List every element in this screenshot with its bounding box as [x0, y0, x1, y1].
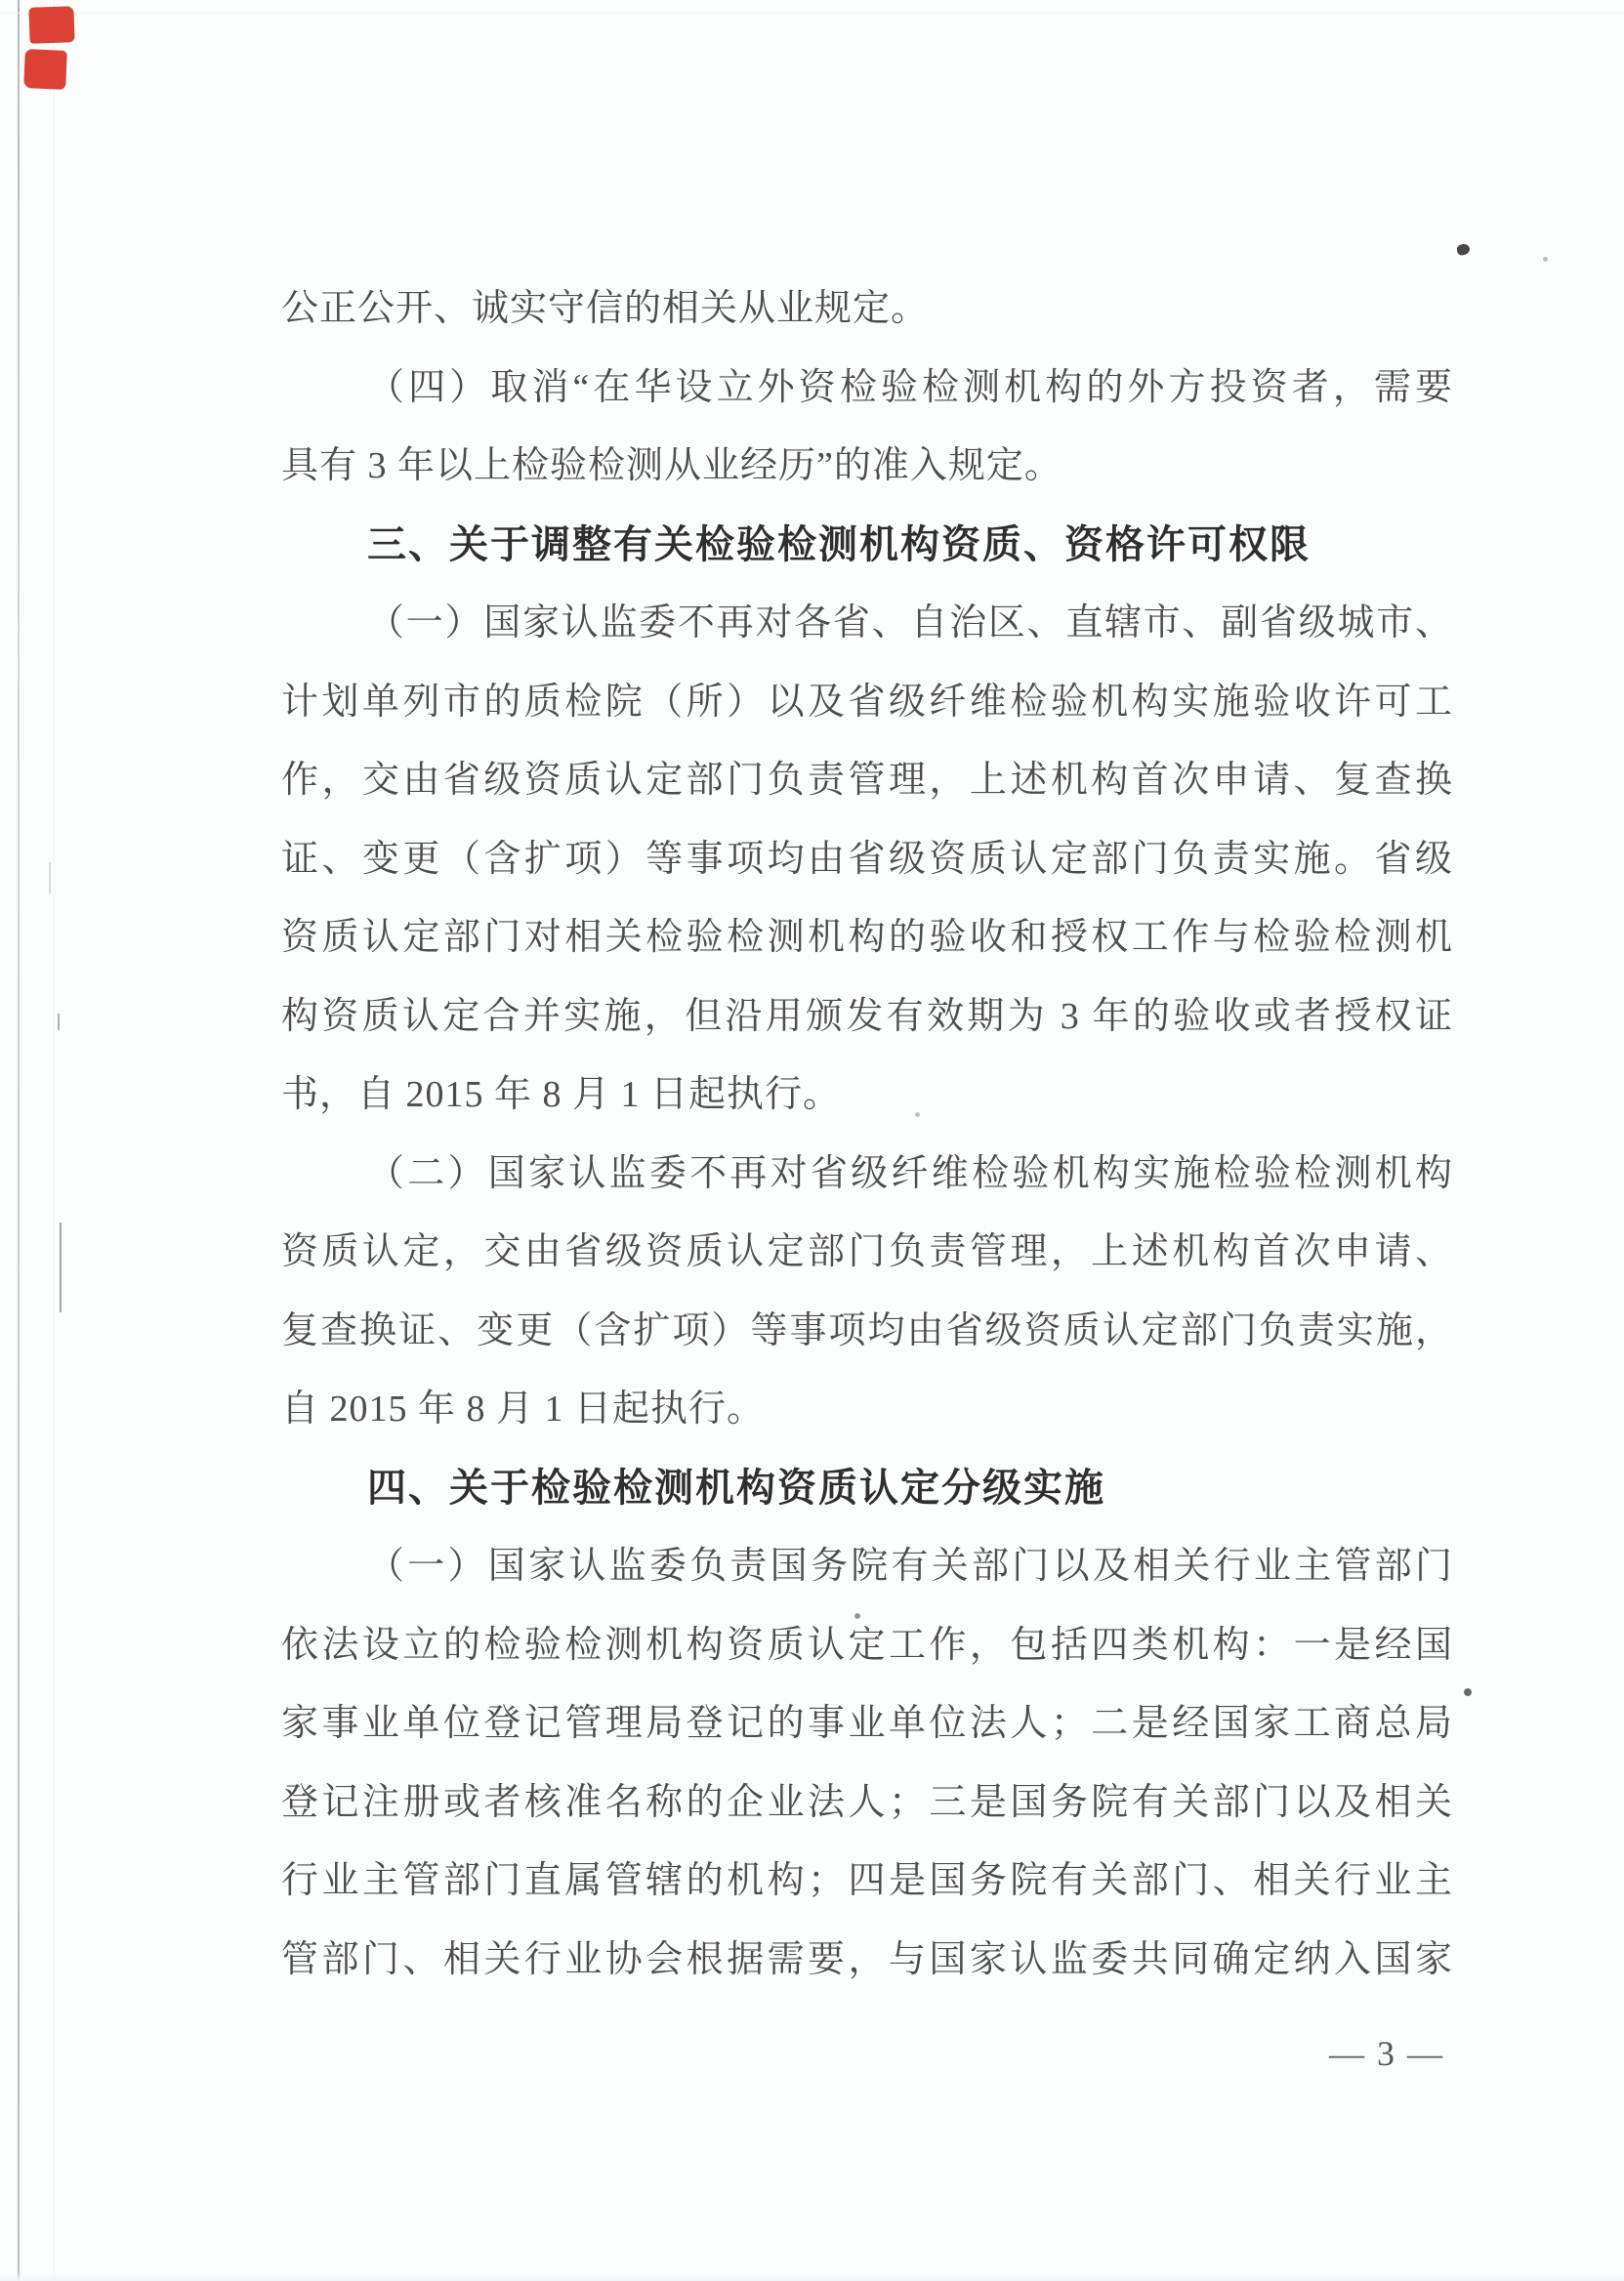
scan-speck-1: [1543, 257, 1548, 262]
page-edge-shadow-inner: [54, 0, 55, 2281]
page-number: — 3 —: [1329, 2034, 1444, 2073]
body-line: （四）取消“在华设立外资检验检测机构的外方投资者，需要: [367, 366, 1453, 408]
body-line: 公正公开、诚实守信的相关从业规定。: [281, 288, 930, 329]
body-line: （一）国家认监委负责国务院有关部门以及相关行业主管部门: [367, 1546, 1453, 1587]
body-line: 资质认定，交由省级资质认定部门负责管理，上述机构首次申请、: [281, 1231, 1453, 1272]
red-ink-mark-1: [28, 6, 74, 44]
ink-blot: [1456, 243, 1471, 257]
body-line: 构资质认定合并实施，但沿用颁发有效期为 3 年的验收或者授权证: [281, 995, 1453, 1037]
scan-speck-2: [1464, 1688, 1472, 1696]
body-line: 家事业单位登记管理局登记的事业单位法人；二是经国家工商总局: [281, 1703, 1453, 1744]
margin-tick-3: [49, 862, 51, 893]
page-bottom-shade: [0, 2271, 1624, 2281]
body-line: 登记注册或者核准名称的企业法人；三是国务院有关部门以及相关: [281, 1781, 1453, 1823]
margin-tick-1: [58, 1014, 60, 1030]
text-block: [281, 270, 1453, 1999]
section-heading: 四、关于检验检测机构资质认定分级实施: [367, 1466, 1105, 1510]
body-line: （一）国家认监委不再对各省、自治区、直辖市、副省级城市、: [367, 602, 1453, 643]
body-line: 依法设立的检验检测机构资质认定工作，包括四类机构：一是经国: [281, 1624, 1453, 1666]
section-heading: 三、关于调整有关检验检测机构资质、资格许可权限: [367, 522, 1311, 566]
body-line: 行业主管部门直属管辖的机构；四是国务院有关部门、相关行业主: [281, 1860, 1453, 1901]
body-line: 资质认定部门对相关检验检测机构的验收和授权工作与检验检测机: [281, 917, 1453, 958]
body-line: 证、变更（含扩项）等事项均由省级资质认定部门负责实施。省级: [281, 838, 1453, 880]
body-line: 书，自 2015 年 8 月 1 日起执行。: [281, 1074, 842, 1115]
body-line: 计划单列市的质检院（所）以及省级纤维检验机构实施验收许可工: [281, 681, 1453, 723]
body-line: 复查换证、变更（含扩项）等事项均由省级资质认定部门负责实施，: [281, 1309, 1453, 1351]
margin-tick-2: [60, 1223, 62, 1312]
body-line: 管部门、相关行业协会根据需要，与国家认监委共同确定纳入国家: [281, 1938, 1453, 1980]
body-line: 自 2015 年 8 月 1 日起执行。: [281, 1389, 766, 1430]
page-edge-shadow: [18, 0, 20, 2281]
page-top-edge: [0, 13, 1624, 14]
body-line: 作，交由省级资质认定部门负责管理，上述机构首次申请、复查换: [281, 760, 1453, 801]
red-ink-mark-2: [23, 49, 67, 90]
body-line: （二）国家认监委不再对省级纤维检验机构实施检验检测机构: [367, 1152, 1453, 1194]
body-line: 具有 3 年以上检验检测从业经历”的准入规定。: [281, 445, 1062, 486]
